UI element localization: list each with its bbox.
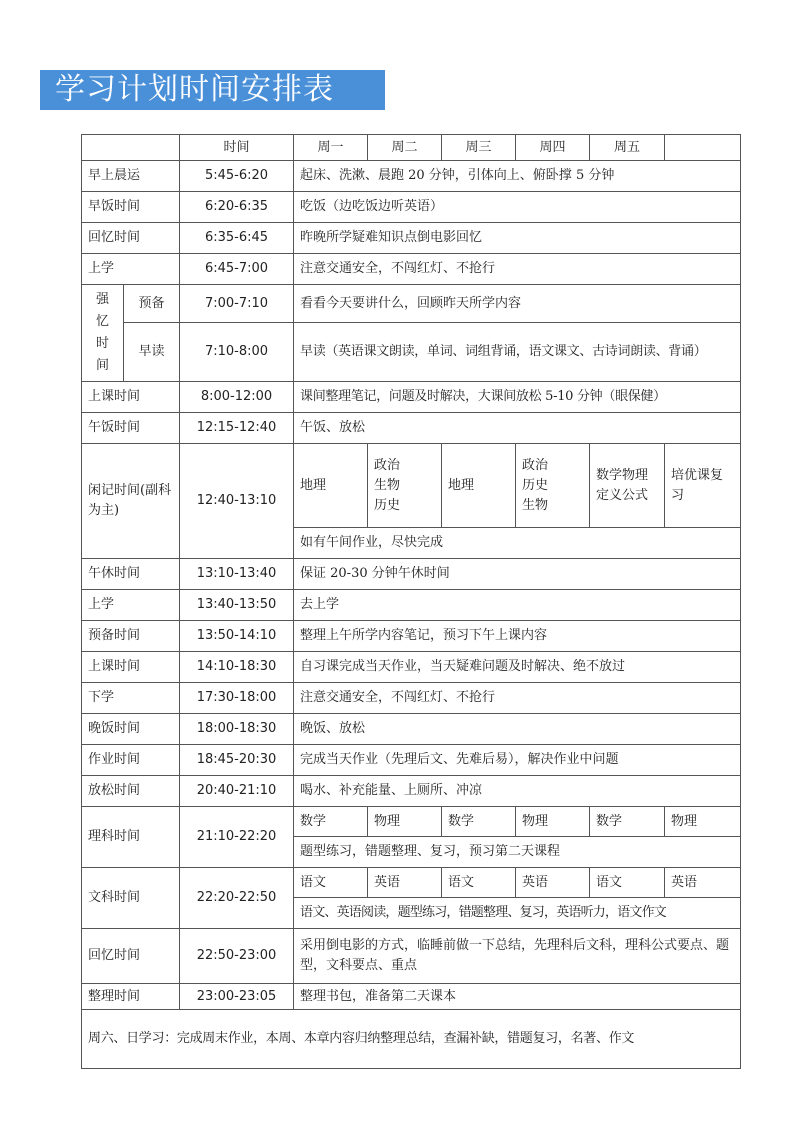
table-row [82,590,741,621]
header-day: 周一 [294,135,368,161]
subject-cell: 语文 [590,868,665,898]
row-time: 7:10-8:00 [180,323,294,382]
row-label: 作业时间 [82,745,180,776]
row-content: 吃饭（边吃饭边听英语） [294,192,741,223]
group-label-qiangyi: 强 忆 时 间 [82,285,124,382]
row-label: 放松时间 [82,776,180,807]
row-content: 自习课完成当天作业，当天疑难问题及时解决、绝不放过 [294,652,741,683]
row-label: 午休时间 [82,559,180,590]
subject-cell: 语文 [442,868,516,898]
subject-cell: 数学 [294,807,368,837]
row-content: 注意交通安全，不闯红灯、不抢行 [294,254,741,285]
subject-cell: 物理 [516,807,590,837]
row-content: 语文、英语阅读，题型练习，错题整理、复习，英语听力，语文作文 [294,898,741,929]
subject-cell: 物理 [368,807,442,837]
row-label: 早读 [124,323,180,382]
row-content: 看看今天要讲什么，回顾昨天所学内容 [294,285,741,323]
table-row [82,807,741,837]
row-time: 13:50-14:10 [180,621,294,652]
header-time: 时间 [180,135,294,161]
subject-cell: 地理 [442,444,516,528]
row-time: 13:40-13:50 [180,590,294,621]
row-content: 整理书包，准备第二天课本 [294,984,741,1010]
header-blank [665,135,741,161]
subject-cell: 地理 [294,444,368,528]
row-content: 完成当天作业（先理后文、先难后易），解决作业中问题 [294,745,741,776]
table-row [82,323,741,382]
subject-cell: 政治 生物 历史 [368,444,442,528]
row-label: 上学 [82,590,180,621]
subject-cell: 物理 [665,807,741,837]
row-time: 22:20-22:50 [180,868,294,929]
table-row [82,444,741,528]
row-content: 题型练习，错题整理、复习，预习第二天课程 [294,837,741,868]
row-label: 整理时间 [82,984,180,1010]
header-day: 周四 [516,135,590,161]
row-content: 起床、洗漱、晨跑 20 分钟，引体向上、俯卧撑 5 分钟 [294,161,741,192]
row-time: 18:00-18:30 [180,714,294,745]
header-day: 周二 [368,135,442,161]
table-row [82,745,741,776]
row-label: 回忆时间 [82,929,180,984]
header-row [82,135,741,161]
row-time: 14:10-18:30 [180,652,294,683]
row-time: 6:45-7:00 [180,254,294,285]
weekend-note: 周六、日学习：完成周末作业，本周、本章内容归纳整理总结，查漏补缺，错题复习，名著、作文 [82,1010,741,1069]
schedule-table [81,134,741,1069]
row-content: 课间整理笔记，问题及时解决，大课间放松 5-10 分钟（眼保健） [294,382,741,413]
table-row [82,285,741,323]
table-row [82,929,741,984]
row-time: 13:10-13:40 [180,559,294,590]
subject-cell: 数学物理 定义公式 [590,444,665,528]
row-content: 如有午间作业，尽快完成 [294,528,741,559]
subject-cell: 英语 [368,868,442,898]
row-label: 午饭时间 [82,413,180,444]
row-label: 闲记时间(副科为主) [82,444,180,559]
table-row [82,382,741,413]
table-row [82,621,741,652]
row-content: 去上学 [294,590,741,621]
row-label: 回忆时间 [82,223,180,254]
table-row [82,683,741,714]
row-content: 早读（英语课文朗读，单词、词组背诵，语文课文、古诗词朗读、背诵） [294,323,741,382]
row-time: 23:00-23:05 [180,984,294,1010]
row-time: 7:00-7:10 [180,285,294,323]
table-row [82,192,741,223]
table-row [82,714,741,745]
row-label: 早饭时间 [82,192,180,223]
page-title: 学习计划时间安排表 [55,72,334,107]
row-label: 文科时间 [82,868,180,929]
subject-cell: 英语 [516,868,590,898]
table-row [82,559,741,590]
row-label: 上学 [82,254,180,285]
table-row [82,652,741,683]
row-content: 喝水、补充能量、上厕所、冲凉 [294,776,741,807]
subject-cell: 语文 [294,868,368,898]
row-time: 8:00-12:00 [180,382,294,413]
subject-cell: 英语 [665,868,741,898]
table-row [82,984,741,1010]
table-row [82,1010,741,1069]
row-label: 上课时间 [82,382,180,413]
header-blank [82,135,180,161]
row-time: 12:15-12:40 [180,413,294,444]
table-row [82,776,741,807]
table-row [82,413,741,444]
row-time: 21:10-22:20 [180,807,294,868]
header-day: 周三 [442,135,516,161]
row-label: 预备 [124,285,180,323]
row-content: 采用倒电影的方式，临睡前做一下总结，先理科后文科，理科公式要点、题型，文科要点、重点 [294,929,741,984]
table-row [82,254,741,285]
subject-cell: 数学 [442,807,516,837]
row-time: 20:40-21:10 [180,776,294,807]
row-time: 6:35-6:45 [180,223,294,254]
row-time: 18:45-20:30 [180,745,294,776]
row-label: 上课时间 [82,652,180,683]
row-time: 12:40-13:10 [180,444,294,559]
row-content: 注意交通安全，不闯红灯、不抢行 [294,683,741,714]
row-content: 晚饭、放松 [294,714,741,745]
row-content: 整理上午所学内容笔记，预习下午上课内容 [294,621,741,652]
header-day: 周五 [590,135,665,161]
row-time: 17:30-18:00 [180,683,294,714]
table-row [82,223,741,254]
subject-cell: 培优课复 习 [665,444,741,528]
subject-cell: 数学 [590,807,665,837]
table-row [82,161,741,192]
row-label: 早上晨运 [82,161,180,192]
subject-cell: 政治 历史 生物 [516,444,590,528]
row-label: 晚饭时间 [82,714,180,745]
row-label: 理科时间 [82,807,180,868]
row-time: 5:45-6:20 [180,161,294,192]
row-time: 22:50-23:00 [180,929,294,984]
row-content: 午饭、放松 [294,413,741,444]
table-row [82,868,741,898]
row-label: 下学 [82,683,180,714]
row-time: 6:20-6:35 [180,192,294,223]
row-content: 保证 20-30 分钟午休时间 [294,559,741,590]
row-label: 预备时间 [82,621,180,652]
row-content: 昨晚所学疑难知识点倒电影回忆 [294,223,741,254]
